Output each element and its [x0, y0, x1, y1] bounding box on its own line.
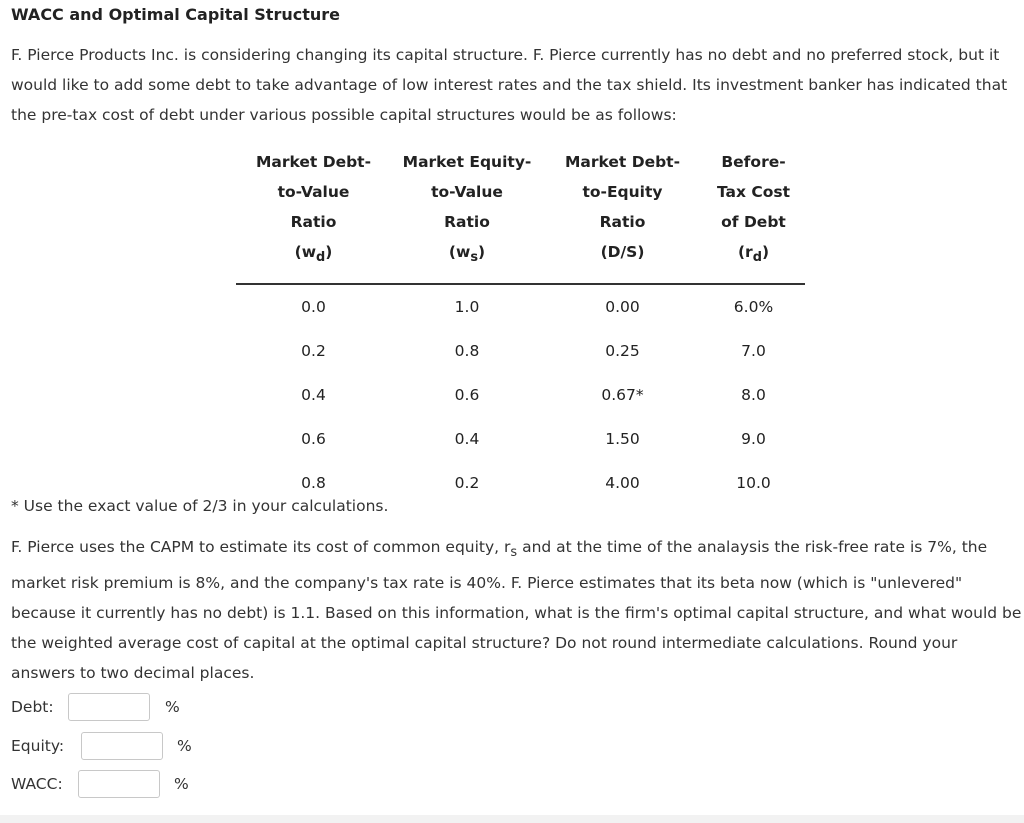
header-line: Market Equity- — [402, 153, 532, 171]
table-cell: 0.4 — [454, 430, 480, 449]
capital-structure-table — [236, 143, 805, 505]
table-cell: 1.0 — [454, 298, 480, 317]
header-line: to-Value — [431, 183, 503, 201]
table-header-row — [236, 143, 805, 284]
debt-label: Debt: — [11, 698, 54, 716]
header-line: Market Debt- — [564, 153, 681, 171]
table-cell: 0.25 — [605, 342, 640, 361]
table-cell: 10.0 — [736, 474, 771, 493]
table-cell: 0.2 — [454, 474, 480, 493]
table-cell: 0.8 — [301, 474, 326, 493]
table-cell: 8.0 — [741, 386, 766, 405]
table-cell: 0.67* — [601, 386, 644, 405]
equity-input[interactable] — [81, 732, 163, 760]
table-cell: 1.50 — [605, 430, 640, 449]
table-cell: 6.0% — [733, 298, 774, 317]
table-cell: 0.8 — [454, 342, 480, 361]
percent-unit: % — [165, 698, 180, 716]
percent-unit: % — [177, 737, 192, 755]
header-line: Ratio — [444, 213, 490, 231]
header-line: to-Value — [277, 183, 350, 201]
table-row — [236, 373, 805, 417]
table-cell: 0.6 — [454, 386, 480, 405]
table-row — [236, 329, 805, 373]
header-line: to-Equity — [582, 183, 663, 201]
table-row — [236, 417, 805, 461]
header-cost-of-debt — [702, 143, 805, 284]
header-line: Tax Cost — [716, 183, 791, 201]
table-row — [236, 284, 805, 329]
header-symbol: $(w_s)$ — [448, 243, 486, 266]
question-text: F. Pierce uses the CAPM to estimate its cost of common equity, $r_s$ and at the time of the analaysis the risk-free rate is 7%, the market risk premium is 8%, and the company's tax rate is 40%. F. Pierce estimates that its beta now (which is "unlevered" because it currently has no debt) is 1.1. Based on this information, what is the firm's optimal capital structure, and what would be the weighted average cost of capital at the optimal capital structure? Do not round intermediate calculations. Round your answers to two decimal places. — [11, 538, 1022, 683]
header-symbol: $(w_d)$ — [294, 243, 333, 266]
table-cell: 0.0 — [301, 298, 326, 317]
intro-paragraph — [11, 40, 1016, 130]
header-line: Ratio — [290, 213, 337, 231]
equity-label: Equity: — [11, 737, 65, 755]
header-debt-to-equity — [543, 143, 702, 284]
table-cell: 0.4 — [301, 386, 326, 405]
debt-input[interactable] — [68, 693, 150, 721]
header-symbol: $(r_d)$ — [737, 243, 770, 266]
intro-text: F. Pierce Products Inc. is considering changing its capital structure. F. Pierce currently has no debt and no preferred stock, but it would like to add some debt to take advantage of low interest rates and the tax shield. Its investment banker has indicated that the pre-tax cost of debt under various possible capital structures would be as follows: — [11, 46, 1008, 124]
table-cell: 9.0 — [741, 430, 766, 449]
header-debt-to-value — [236, 143, 391, 284]
wacc-label: WACC: — [11, 775, 63, 793]
header-equity-to-value — [391, 143, 543, 284]
bottom-divider — [0, 815, 1024, 823]
percent-unit: % — [174, 775, 189, 793]
table-cell: 7.0 — [741, 342, 766, 361]
page-title: WACC and Optimal Capital Structure — [11, 5, 340, 24]
header-line: of Debt — [721, 213, 786, 231]
table-cell: 0.6 — [301, 430, 326, 449]
header-line: Ratio — [599, 213, 646, 231]
table-cell: 0.00 — [605, 298, 640, 317]
header-symbol: (D/S) — [600, 243, 645, 261]
header-line: Before- — [721, 153, 786, 171]
subscript: s — [510, 545, 518, 561]
footnote: * Use the exact value of 2/3 in your calculations. — [11, 497, 389, 515]
table-cell: 0.2 — [301, 342, 326, 361]
header-line: Market Debt- — [255, 153, 372, 171]
wacc-input[interactable] — [78, 770, 160, 798]
question-paragraph — [11, 532, 1024, 688]
table-cell: 4.00 — [605, 474, 640, 493]
